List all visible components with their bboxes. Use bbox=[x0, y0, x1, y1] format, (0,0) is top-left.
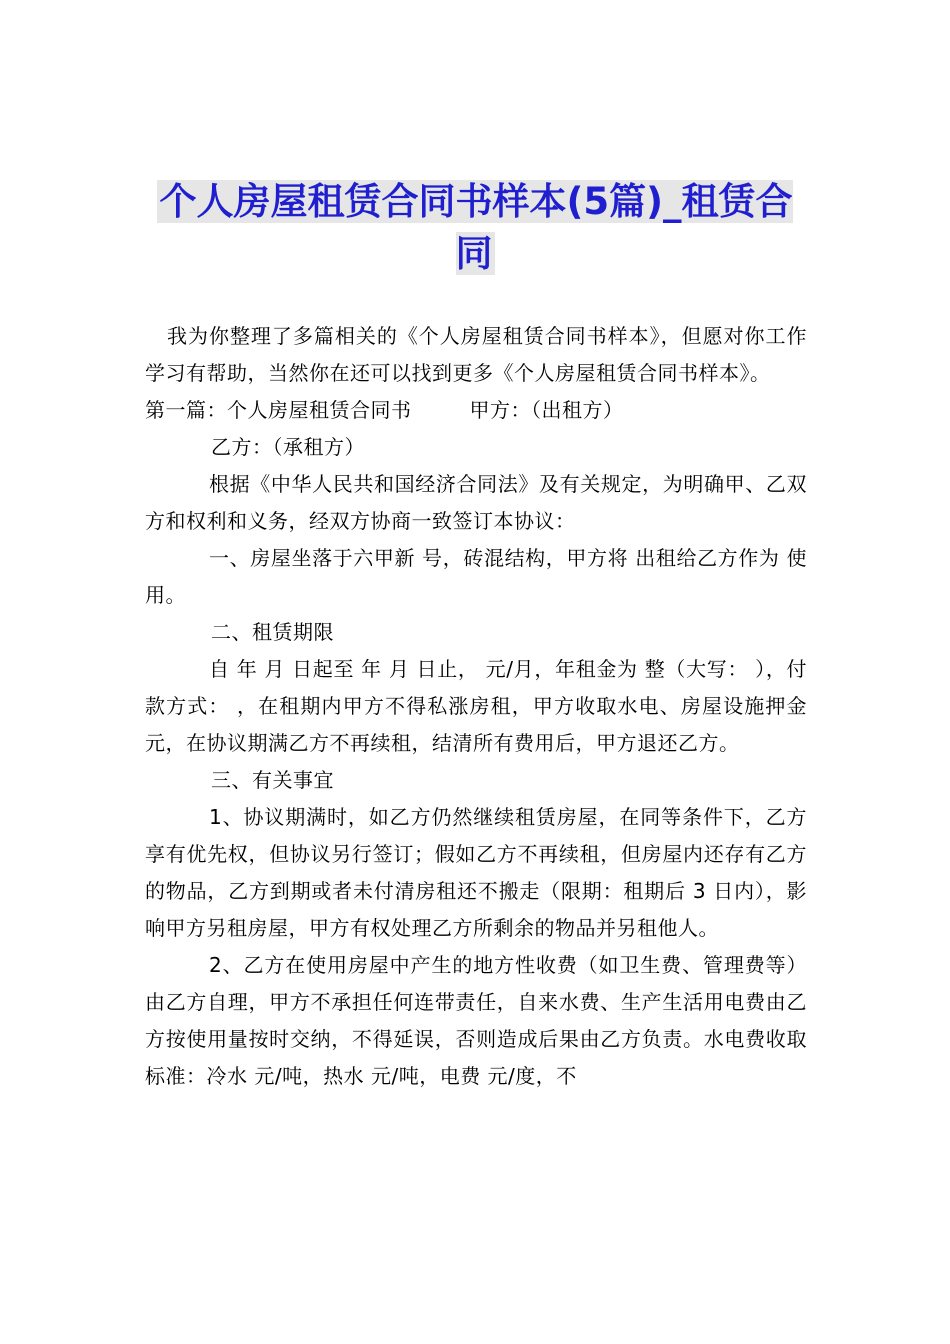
document-title-text: 个人房屋租赁合同书样本(5篇)_租赁合同 bbox=[159, 180, 793, 275]
clause-3-item-1: 1、协议期满时，如乙方仍然继续租赁房屋，在同等条件下，乙方享有优先权，但协议另行签订；假如乙方不再续租，但房屋内还存有乙方的物品，乙方到期或者未付清房租还不搬走（限期：租期后 3 日内），影响甲方另租房屋，甲方有权处理乙方所剩余的物品并另租他人。 bbox=[145, 805, 807, 940]
lease-term-paragraph: 自 年 月 日起至 年 月 日止， 元/月，年租金为 整（大写： ），付款方式： ，在租期内甲方不得私涨房租，甲方收取水电、房屋设施押金 元，在协议期满乙方不再续租，结清所有费用后，甲方退还乙方。 bbox=[145, 657, 807, 755]
clause-3-heading: 三、有关事宜 bbox=[211, 768, 334, 792]
clause-3-item-2: 2、乙方在使用房屋中产生的地方性收费（如卫生费、管理费等）由乙方自理，甲方不承担任何连带责任，自来水费、生产生活用电费由乙方按使用量按时交纳，不得延误，否则造成后果由乙方负责。水电费收取标准：冷水 元/吨，热水 元/吨，电费 元/度，不 bbox=[145, 953, 807, 1088]
intro-paragraph: 我为你整理了多篇相关的《个人房屋租赁合同书样本》，但愿对你工作学习有帮助，当然你在还可以找到更多《个人房屋租赁合同书样本》。 bbox=[145, 324, 807, 385]
party-a-line: 甲方：（出租方） bbox=[469, 398, 624, 422]
document-body bbox=[145, 318, 807, 1095]
section-heading: 第一篇：个人房屋租赁合同书 bbox=[145, 398, 412, 422]
clause-1-paragraph: 一、房屋坐落于六甲新 号，砖混结构，甲方将 出租给乙方作为 使用。 bbox=[145, 546, 807, 607]
preamble-paragraph: 根据《中华人民共和国经济合同法》及有关规定，为明确甲、乙双方和权利和义务，经双方协商一致签订本协议： bbox=[145, 472, 807, 533]
section-heading-line bbox=[145, 392, 807, 429]
document-title bbox=[145, 176, 805, 280]
party-b-line: 乙方：（承租方） bbox=[211, 435, 365, 459]
clause-2-heading: 二、租赁期限 bbox=[211, 620, 334, 644]
